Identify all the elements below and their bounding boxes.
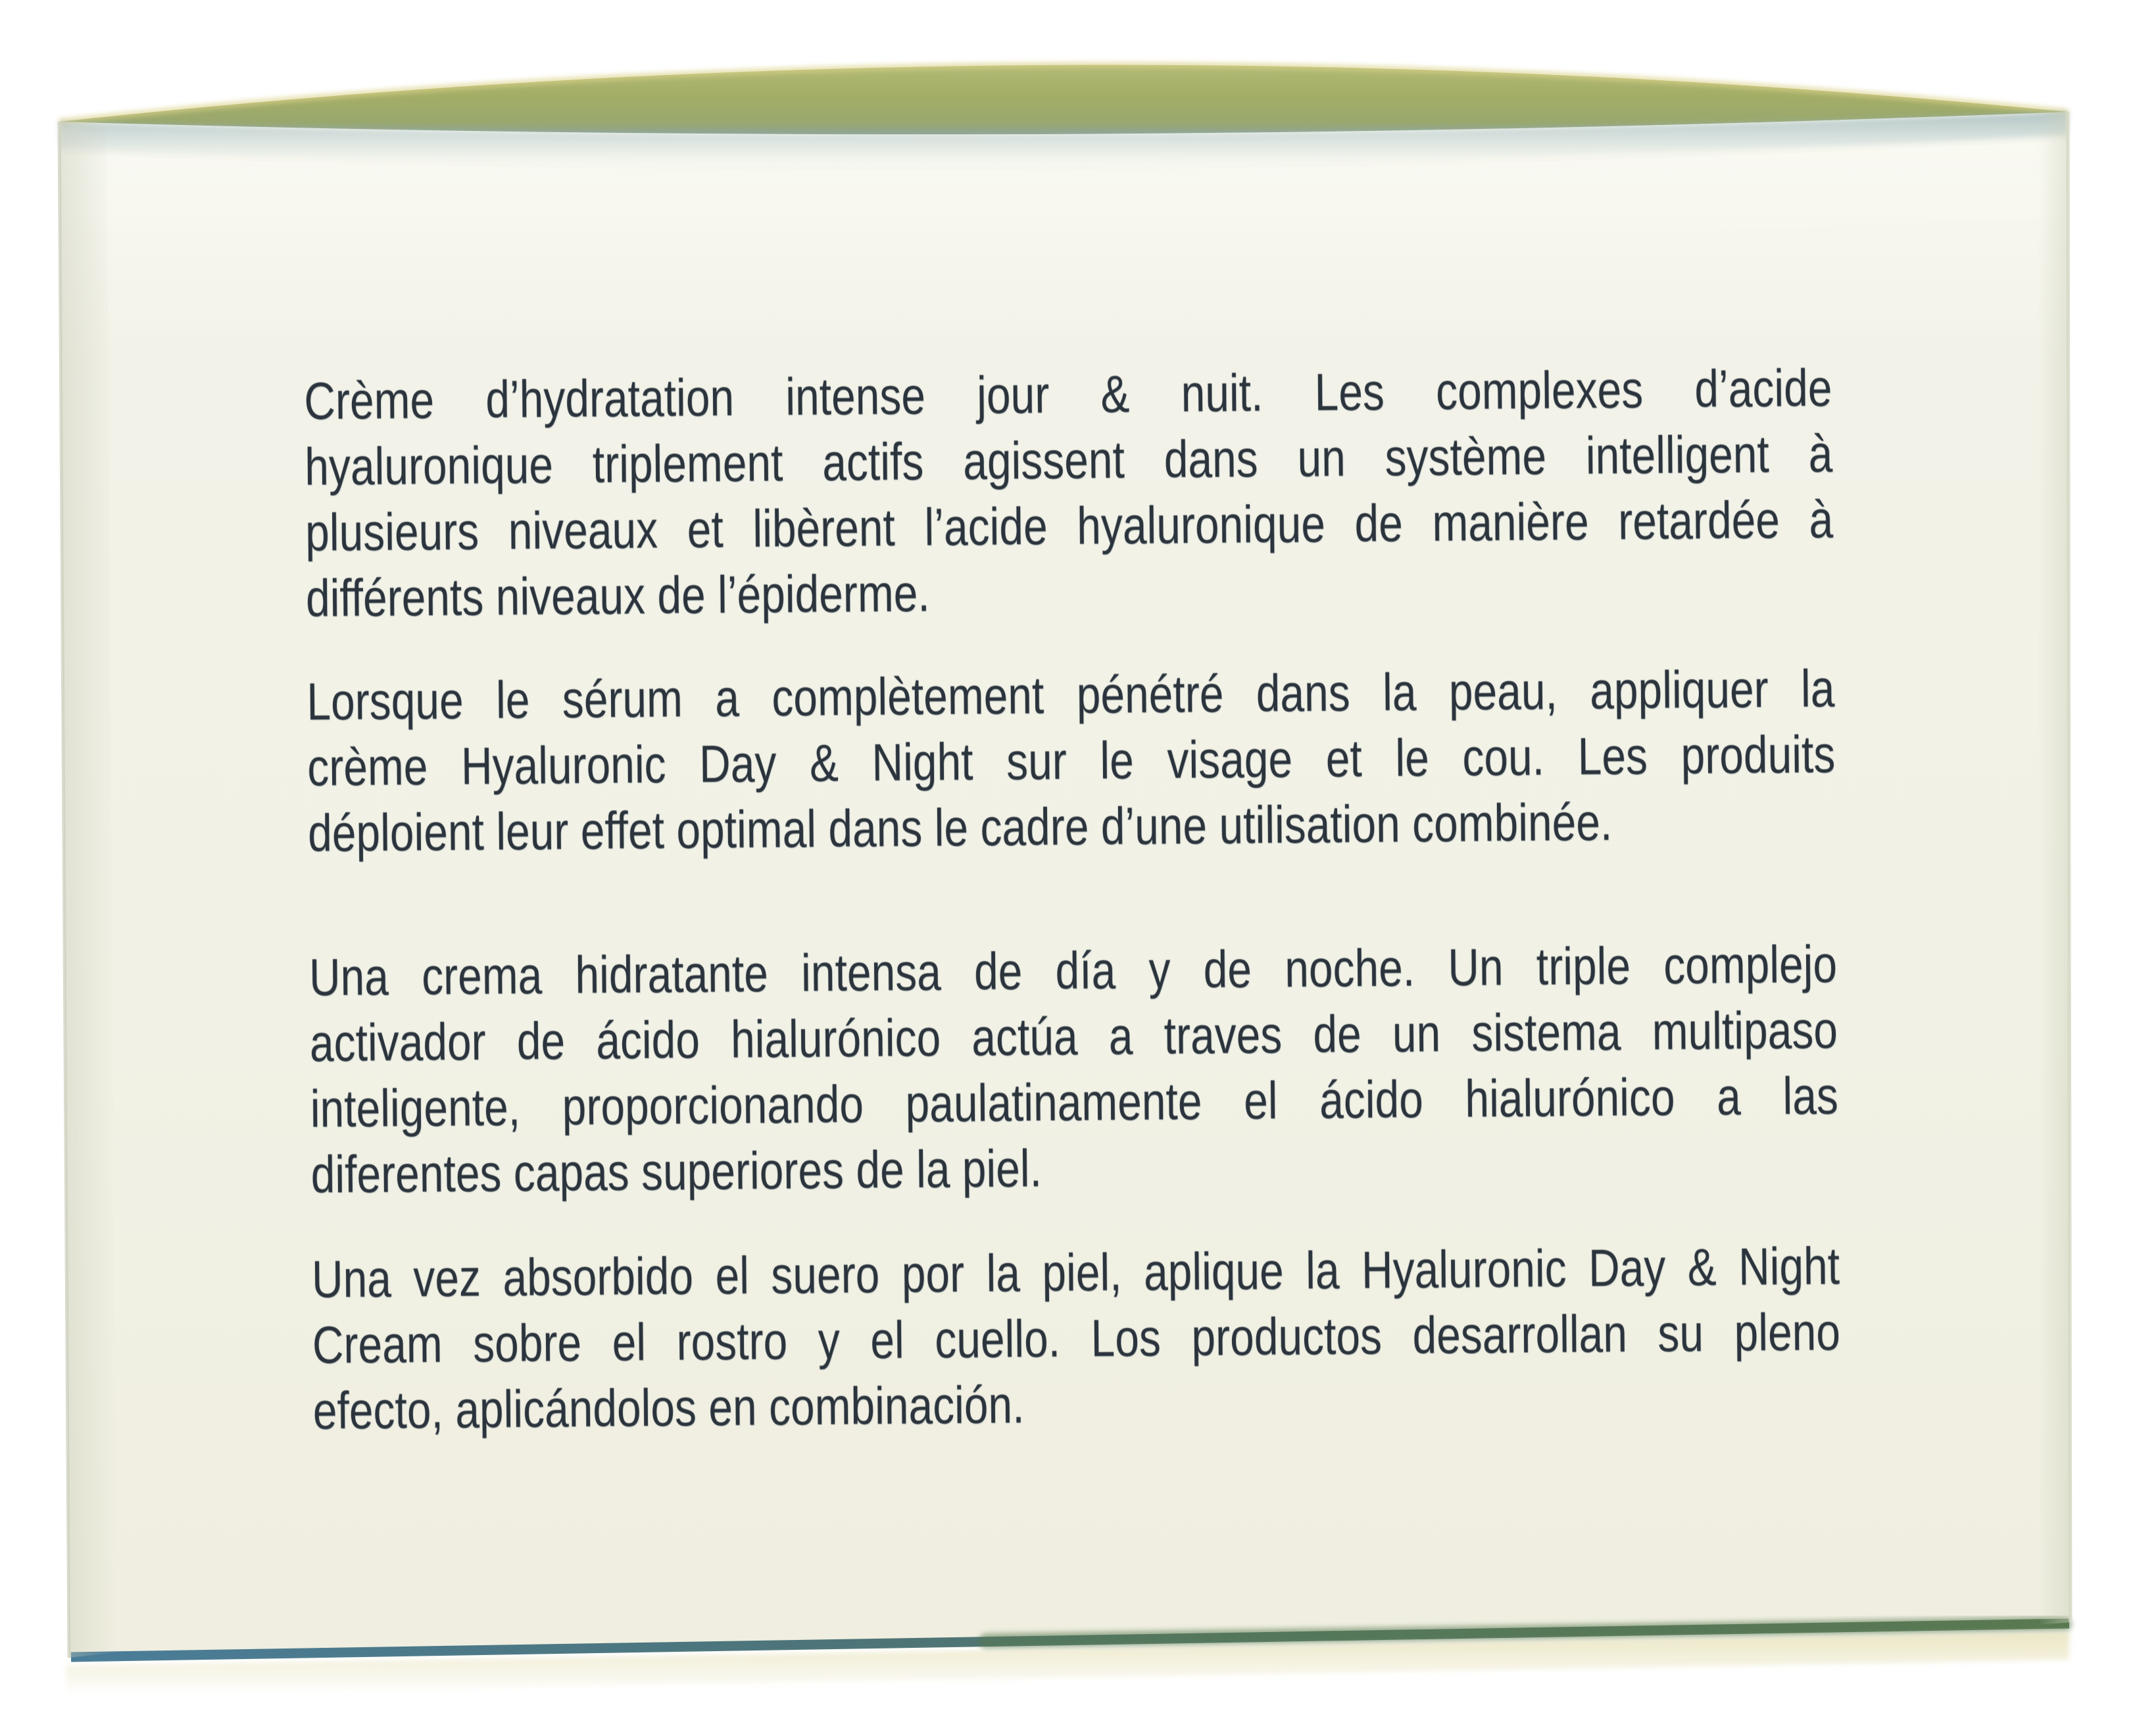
paragraph-es-usage [312, 1233, 1842, 1444]
box-right-edge-shade [2038, 112, 2071, 1625]
text-line: plusieurs niveaux et libèrent l’acide hyaluronique de manière retardée à [305, 489, 1834, 562]
panel-text-area [304, 355, 1846, 1487]
text-line: crème Hyaluronic Day & Night sur le visage et le cou. Les produits [307, 724, 1836, 797]
paragraph-es-description [309, 931, 1839, 1208]
text-line: hyaluronique triplement actifs agissent dans un système intelligent à [304, 424, 1833, 497]
paragraph-fr-usage [307, 656, 1836, 866]
text-line: différents niveaux de l’épiderme. [305, 563, 931, 628]
text-line: Cream sobre el rostro y el cuello. Los productos desarrollan su pleno [312, 1302, 1841, 1374]
text-line: Crème d’hydratation intense jour & nuit. Les complexes d’acide [304, 358, 1832, 431]
text-line: efecto, aplicándolos en combinación. [312, 1375, 1025, 1440]
paragraph-fr-description [304, 355, 1834, 632]
text-line: Una crema hidratante intensa de día y de noche. Un triple complejo [308, 934, 1838, 1006]
text-line: diferentes capas superiores de la piel. [310, 1139, 1043, 1204]
text-line: activador de ácido hialurónico actúa a traves de un sistema multipaso [309, 1000, 1838, 1072]
text-line: déploient leur effet optimal dans le cadre d’une utilisation combinée. [307, 792, 1613, 862]
text-line: Lorsque le sérum a complètement pénétré dans la peau, appliquer la [307, 658, 1835, 732]
text-line: Una vez absorbido el suero por la piel, aplique la Hyaluronic Day & Night [311, 1236, 1840, 1308]
text-line: inteligente, proporcionando paulatinamente el ácido hialurónico a las [310, 1066, 1839, 1138]
product-description-text [304, 355, 1841, 1444]
